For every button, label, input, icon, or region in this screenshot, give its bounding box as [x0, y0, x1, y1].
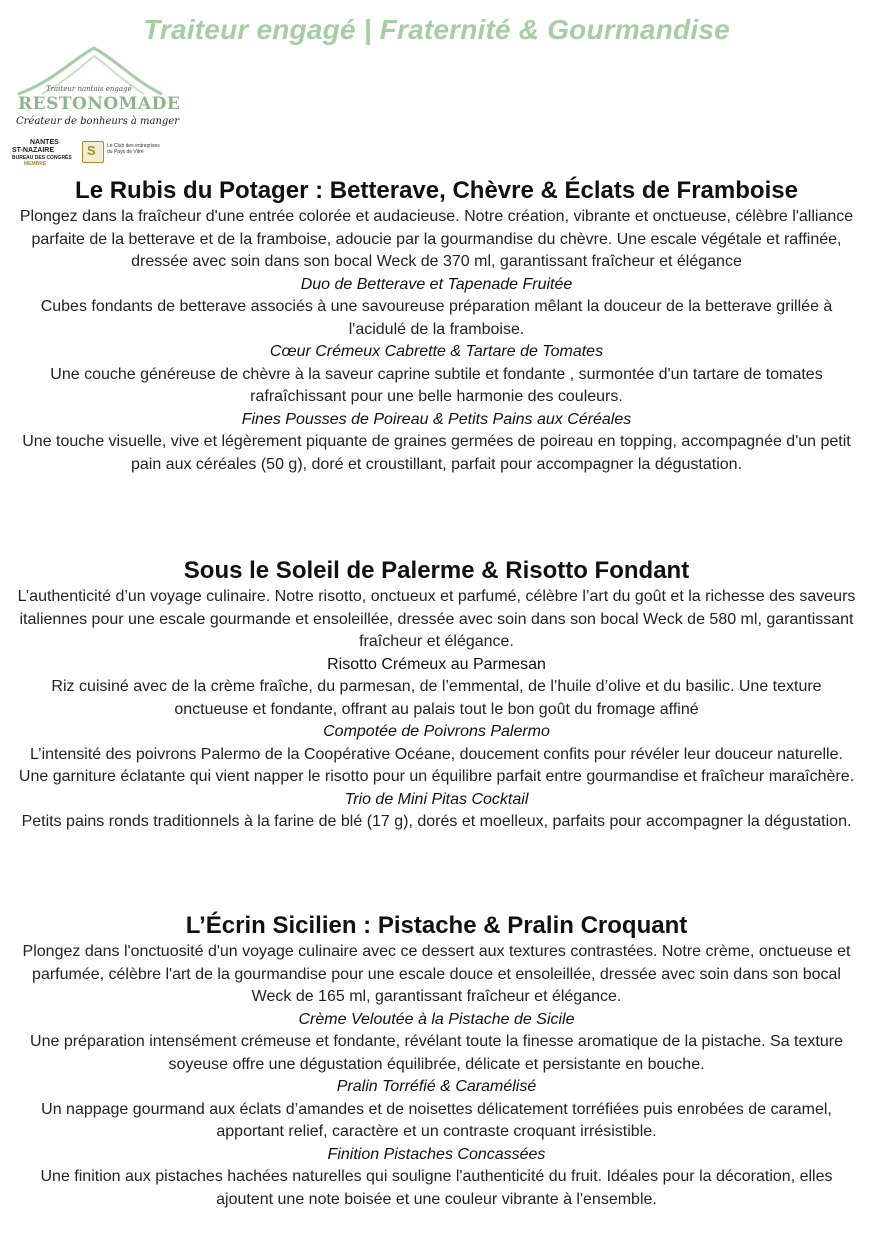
item-description: Cubes fondants de betterave associés à une savoureuse préparation mêlant la douceur de la betterave grillée à l'acidulé de la framboise.: [40, 298, 833, 338]
partner-logo-club-vitre: [82, 141, 172, 167]
menu-section-entree: [0, 176, 873, 476]
section-title: L’Écrin Sicilien : Pistache & Pralin Croquant: [185, 912, 688, 939]
restonomade-logo: [12, 44, 181, 176]
item-name: Compotée de Poivrons Palermo: [323, 723, 550, 740]
partner-1-line: MEMBRE: [24, 161, 47, 167]
section-intro: L’authenticité d’un voyage culinaire. Notre risotto, onctueux et parfumé, célèbre l’art du goût et la richesse des saveurs italiennes pour une escale gourmande et ensoleillée, dressée avec soin dans son bocal Weck de 580 ml, garantissant fraîcheur et élégance.: [17, 588, 856, 650]
item-name: Finition Pistaches Concassées: [327, 1145, 546, 1163]
page-header-title: Traiteur engagé | Fraternité & Gourmandise: [143, 14, 730, 45]
item-description: Une finition aux pistaches hachées naturelles qui souligne l'authenticité du fruit. Idéales pour la décoration, elles ajoutent une note boisée et une couleur vibrante à l'ensemble.: [40, 1168, 833, 1208]
item-description: Riz cuisiné avec de la crème fraîche, du parmesan, de l’emmental, de l’huile d’olive et du basilic. Une texture onctueuse et fondante, offrant au palais tout le bon goût du fromage affiné: [51, 678, 822, 718]
section-title: Sous le Soleil de Palerme & Risotto Fondant: [183, 557, 690, 584]
item-name: Risotto Crémeux au Parmesan: [327, 655, 546, 673]
section-title: Le Rubis du Potager : Betterave, Chèvre & Éclats de Framboise: [75, 177, 798, 204]
partner-1-line: ST-NAZAIRE: [12, 147, 54, 154]
item-description: Un nappage gourmand aux éclats d’amandes et de noisettes délicatement torréfiées puis enrobées de caramel, apportant relief, caractère et un contraste croquant irrésistible.: [41, 1100, 832, 1140]
item-description: Une préparation intensément crémeuse et fondante, révélant toute la finesse aromatique de la pistache. Sa texture soyeuse offre une dégustation équilibrée, délicate et persistante en bouche.: [30, 1033, 843, 1073]
logo-tagline: Traiteur nantais engagé: [46, 85, 132, 93]
item-description: Petits pains ronds traditionnels à la farine de blé (17 g), dorés et moelleux, parfaits pour accompagner la dégustation.: [21, 813, 852, 830]
item-name: Fines Pousses de Poireau & Petits Pains aux Céréales: [241, 410, 632, 428]
logo-name: RESTONOMADE: [18, 94, 181, 114]
menu-section-dessert: [0, 911, 873, 1211]
item-name: Cœur Crémeux Cabrette & Tartare de Tomates: [269, 343, 604, 360]
item-name: Duo de Betterave et Tapenade Fruitée: [300, 275, 573, 293]
menu-section-plat: [0, 556, 873, 834]
item-description: Une couche généreuse de chèvre à la saveur caprine subtile et fondante , surmontée d'un tartare de tomates rafraîchissant pour une belle harmonie des couleurs.: [50, 365, 823, 405]
logo-subtitle: Créateur de bonheurs à manger: [16, 116, 180, 127]
partner-1-line: NANTES: [30, 139, 59, 146]
item-name: Crème Veloutée à la Pistache de Sicile: [298, 1010, 575, 1028]
section-intro: Plongez dans l'onctuosité d'un voyage culinaire avec ce dessert aux textures contrastées. Notre crème, onctueuse et parfumée, célèbre l'art de la gourmandise pour une escale douce et ensoleillée, dressée avec soin dans son bocal Weck de 165 ml, garantissant fraîcheur et élégance.: [22, 943, 851, 1005]
item-name: Trio de Mini Pitas Cocktail: [344, 790, 529, 808]
item-description: L’intensité des poivrons Palermo de la Coopérative Océane, doucement confits pour révéler leur douceur naturelle. Une garniture éclatante qui vient napper le risotto pour un équilibre parfait entre gourmandise et fraîcheur maraîchère.: [18, 745, 855, 785]
item-name: Pralin Torréfié & Caramélisé: [336, 1078, 537, 1095]
section-intro: Plongez dans la fraîcheur d'une entrée colorée et audacieuse. Notre création, vibrante et onctueuse, célèbre l'alliance parfaite de la betterave et de la framboise, adoucie par la gourmandise du chèvre. Une escale végétale et raffinée, dressée avec soin dans son bocal Weck de 370 ml, garantissant fraîcheur et élégance: [19, 208, 854, 270]
partner-2-text: Le Club des entreprises du Pays de Vitré: [107, 143, 160, 155]
partner-logo-nantes-congres: [12, 139, 74, 173]
club-badge-letter-icon: S: [87, 143, 96, 158]
partner-1-line: BUREAU DES CONGRÈS: [12, 155, 72, 161]
item-description: Une touche visuelle, vive et légèrement piquante de graines germées de poireau en topping, accompagnée d'un petit pain aux céréales (50 g), doré et croustillant, parfait pour accompagner la dégustation.: [22, 433, 851, 473]
